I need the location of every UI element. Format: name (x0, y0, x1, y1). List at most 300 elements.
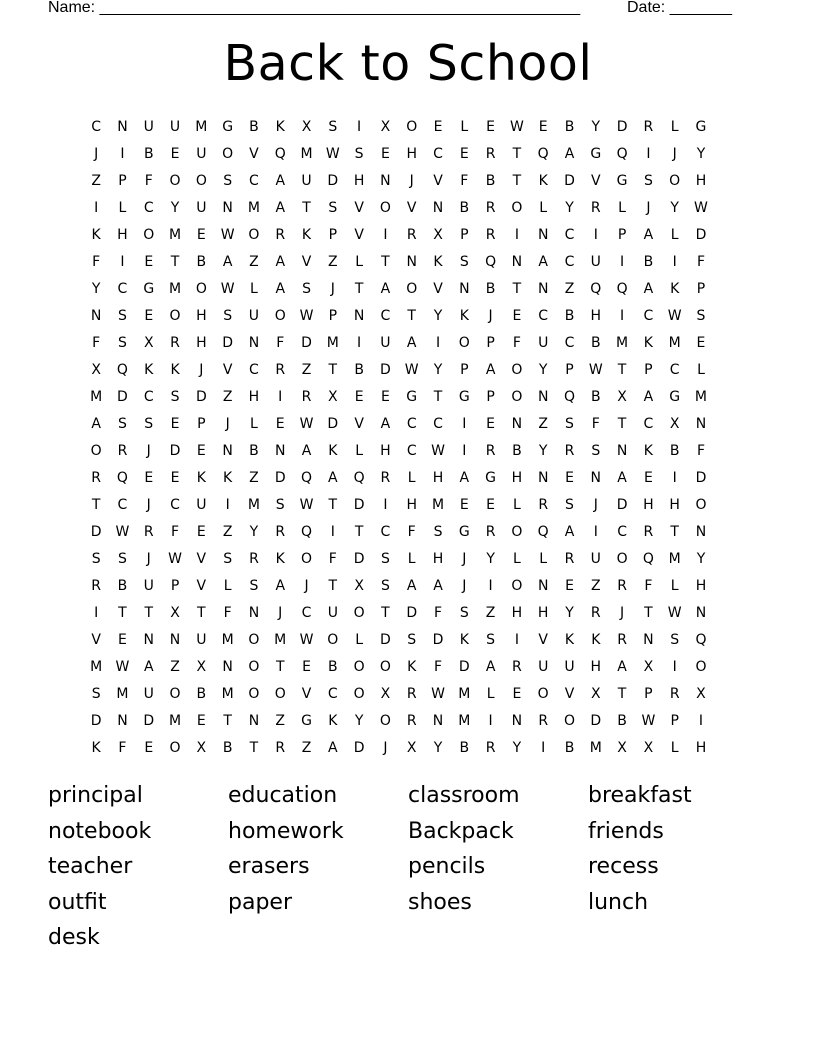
grid-cell: T (407, 308, 416, 324)
grid-cell: R (590, 200, 601, 216)
grid-cell: D (90, 524, 102, 540)
grid-cell: Q (485, 254, 497, 270)
grid-cell: Q (274, 146, 286, 162)
grid-cell: O (248, 686, 260, 702)
grid-cell: B (222, 740, 233, 756)
grid-cell: F (144, 173, 153, 189)
grid-cell: F (171, 524, 180, 540)
grid-cell: E (380, 389, 390, 405)
grid-cell: N (248, 335, 260, 351)
grid-cell: D (616, 119, 628, 135)
grid-cell: S (565, 497, 574, 513)
grid-row (83, 438, 740, 465)
grid-cell: I (435, 335, 441, 351)
grid-cell: R (512, 659, 522, 675)
grid-cell: Z (249, 254, 259, 270)
grid-cell: M (326, 335, 339, 351)
grid-cell: M (90, 389, 103, 405)
grid-cell: A (275, 578, 286, 594)
grid-cell: E (538, 119, 548, 135)
grid-cell: K (643, 443, 653, 459)
grid-cell: M (168, 281, 182, 297)
grid-cell: Y (170, 200, 180, 216)
grid-cell: R (406, 713, 417, 729)
grid-cell: S (223, 551, 233, 567)
grid-cell: E (118, 632, 127, 648)
grid-cell: V (301, 254, 312, 270)
grid-cell: M (668, 335, 681, 351)
grid-cell: N (695, 605, 707, 621)
grid-cell: S (380, 551, 390, 567)
grid-cell: Q (116, 362, 128, 378)
grid-cell: E (643, 470, 653, 486)
grid-cell: L (355, 254, 364, 270)
grid-cell: M (195, 119, 208, 135)
grid-cell: O (353, 686, 365, 702)
grid-cell: K (91, 740, 101, 756)
grid-cell: O (169, 173, 181, 189)
grid-cell: E (565, 578, 574, 594)
grid-row (83, 168, 740, 195)
grid-cell: D (143, 713, 155, 729)
grid-cell: D (353, 551, 365, 567)
grid-cell: L (618, 200, 626, 216)
word-list-item: erasers (228, 854, 310, 879)
grid-cell: L (539, 551, 548, 567)
grid-cell: I (462, 416, 467, 432)
grid-cell: M (221, 632, 234, 648)
grid-cell: Y (512, 740, 522, 756)
grid-cell: D (327, 173, 339, 189)
name-field: Name: ______________________________________________________ (48, 0, 581, 16)
grid-cell: S (565, 416, 574, 432)
grid-cell: L (250, 281, 258, 297)
grid-cell: B (485, 281, 496, 297)
grid-cell: E (170, 470, 180, 486)
grid-cell: N (511, 416, 523, 432)
grid-cell: E (486, 119, 496, 135)
grid-cell: O (511, 578, 523, 594)
grid-cell: O (563, 713, 575, 729)
grid-cell: K (144, 362, 154, 378)
grid-cell: E (696, 335, 706, 351)
grid-cell: D (695, 470, 707, 486)
grid-cell: C (564, 227, 575, 243)
grid-cell: U (538, 659, 549, 675)
grid-cell: W (431, 686, 445, 702)
grid-cell: T (354, 281, 364, 297)
grid-cell: P (460, 362, 469, 378)
grid-row (83, 411, 740, 438)
grid-cell: O (537, 686, 549, 702)
grid-cell: A (406, 578, 417, 594)
grid-cell: R (275, 524, 286, 540)
grid-cell: A (485, 659, 496, 675)
grid-cell: Z (170, 659, 180, 675)
grid-cell: W (115, 524, 130, 540)
grid-cell: A (275, 281, 286, 297)
grid-cell: E (512, 686, 522, 702)
grid-cell: D (590, 713, 602, 729)
grid-cell: H (432, 551, 444, 567)
grid-cell: S (275, 497, 285, 513)
grid-row (83, 573, 740, 600)
grid-cell: K (196, 470, 206, 486)
grid-cell: H (537, 605, 549, 621)
word-list-item: notebook (48, 818, 152, 844)
grid-cell: Y (433, 740, 443, 756)
grid-cell: I (646, 146, 651, 162)
grid-cell: T (275, 659, 285, 675)
grid-row (83, 276, 740, 303)
grid-cell: S (144, 416, 154, 432)
grid-cell: Y (354, 713, 364, 729)
grid-cell: B (617, 713, 627, 729)
grid-cell: N (222, 659, 233, 675)
grid-cell: O (695, 497, 707, 513)
grid-cell: N (222, 200, 233, 216)
grid-cell: D (380, 632, 391, 648)
grid-cell: N (459, 281, 470, 297)
grid-cell: M (274, 632, 287, 648)
grid-cell: D (695, 227, 707, 243)
grid-cell: Q (642, 551, 654, 567)
grid-cell: S (459, 605, 469, 621)
grid-cell: I (672, 470, 677, 486)
grid-cell: C (406, 443, 417, 459)
grid-cell: O (274, 308, 286, 324)
grid-cell: J (593, 497, 598, 513)
grid-cell: I (94, 200, 99, 216)
grid-cell: S (328, 200, 338, 216)
grid-cell: L (486, 686, 495, 702)
grid-cell: U (143, 578, 154, 594)
grid-cell: A (538, 254, 548, 270)
grid-cell: Y (565, 200, 574, 216)
grid-cell: O (669, 173, 681, 189)
grid-cell: T (302, 200, 311, 216)
grid-cell: T (670, 524, 679, 540)
grid-cell: I (120, 254, 125, 270)
grid-cell: X (196, 740, 207, 756)
grid-cell: Z (301, 362, 312, 378)
grid-cell: L (118, 200, 127, 216)
grid-cell: N (248, 605, 260, 621)
grid-cell: W (667, 308, 682, 324)
grid-cell: K (328, 713, 338, 729)
grid-cell: X (617, 740, 627, 756)
grid-cell: I (541, 740, 546, 756)
grid-cell: O (695, 659, 707, 675)
grid-cell: Q (537, 524, 549, 540)
grid-cell: A (643, 389, 654, 405)
grid-cell: L (223, 578, 232, 594)
grid-cell: K (301, 227, 312, 243)
grid-cell: C (249, 362, 259, 378)
grid-cell: X (328, 389, 338, 405)
grid-cell: J (620, 605, 625, 621)
grid-cell: A (617, 470, 627, 486)
grid-cell: N (380, 173, 391, 189)
grid-cell: V (91, 632, 101, 648)
grid-cell: P (486, 335, 495, 351)
grid-cell: C (643, 416, 654, 432)
grid-cell: N (511, 713, 523, 729)
grid-cell: D (353, 740, 365, 756)
grid-cell: R (669, 686, 680, 702)
grid-cell: J (462, 551, 467, 567)
grid-cell: Z (249, 470, 259, 486)
grid-cell: R (91, 470, 102, 486)
grid-cell: I (488, 578, 493, 594)
grid-cell: A (433, 578, 443, 594)
grid-cell: H (196, 335, 207, 351)
grid-cell: C (380, 524, 391, 540)
grid-cell: D (564, 173, 575, 189)
grid-cell: A (380, 416, 391, 432)
grid-cell: C (433, 146, 443, 162)
grid-cell: X (617, 389, 627, 405)
grid-cell: H (406, 497, 417, 513)
grid-cell: F (223, 605, 232, 621)
grid-cell: X (354, 578, 364, 594)
grid-row (83, 249, 740, 276)
grid-cell: T (223, 713, 232, 729)
grid-cell: S (302, 281, 311, 297)
grid-cell: T (644, 605, 653, 621)
grid-cell: M (694, 389, 708, 405)
grid-cell: C (433, 416, 443, 432)
grid-cell: C (617, 524, 627, 540)
word-list-item: teacher (48, 854, 133, 879)
grid-cell: O (222, 146, 234, 162)
grid-cell: H (695, 578, 707, 594)
grid-cell: F (118, 740, 127, 756)
grid-cell: Q (590, 281, 602, 297)
grid-cell: Y (538, 362, 548, 378)
grid-cell: O (616, 551, 628, 567)
grid-cell: W (431, 443, 445, 459)
grid-row (83, 195, 740, 222)
grid-row (83, 627, 740, 654)
grid-cell: R (143, 524, 154, 540)
grid-cell: P (486, 389, 495, 405)
grid-cell: W (667, 605, 682, 621)
grid-cell: W (299, 497, 314, 513)
grid-cell: J (462, 578, 467, 594)
grid-cell: L (355, 443, 364, 459)
grid-cell: N (248, 713, 260, 729)
grid-cell: L (407, 551, 416, 567)
grid-cell: T (381, 254, 390, 270)
grid-cell: Q (301, 524, 313, 540)
grid-cell: O (195, 281, 207, 297)
grid-cell: X (590, 686, 601, 702)
grid-cell: A (275, 200, 286, 216)
grid-cell: O (169, 308, 181, 324)
grid-cell: D (353, 497, 365, 513)
grid-cell: B (669, 443, 680, 459)
grid-cell: I (383, 227, 388, 243)
grid-cell: C (143, 200, 154, 216)
grid-cell: E (433, 119, 443, 135)
grid-cell: M (668, 551, 681, 567)
grid-cell: L (670, 119, 679, 135)
grid-cell: R (275, 362, 286, 378)
grid-cell: J (94, 146, 99, 162)
grid-cell: M (300, 146, 313, 162)
grid-cell: I (514, 227, 519, 243)
grid-cell: F (433, 659, 443, 675)
grid-cell: C (143, 389, 154, 405)
grid-cell: R (380, 470, 391, 486)
grid-cell: B (143, 146, 154, 162)
grid-cell: K (433, 254, 443, 270)
grid-row (83, 114, 740, 141)
grid-cell: B (328, 659, 338, 675)
word-list-item: shoes (408, 889, 472, 915)
grid-cell: G (222, 119, 234, 135)
grid-cell: B (590, 389, 601, 405)
grid-cell: K (170, 362, 180, 378)
grid-cell: O (458, 335, 470, 351)
grid-cell: A (301, 443, 312, 459)
grid-cell: L (512, 551, 521, 567)
grid-cell: V (354, 227, 364, 243)
grid-cell: P (644, 686, 653, 702)
grid-cell: O (169, 740, 181, 756)
grid-cell: G (406, 389, 418, 405)
grid-cell: P (696, 281, 706, 297)
letter-grid (83, 114, 740, 762)
grid-cell: E (275, 416, 285, 432)
grid-cell: D (90, 713, 102, 729)
grid-cell: Y (696, 146, 706, 162)
grid-cell: X (406, 740, 417, 756)
grid-cell: Y (249, 524, 259, 540)
grid-cell: H (590, 308, 602, 324)
grid-cell: K (275, 551, 285, 567)
grid-cell: S (249, 578, 259, 594)
grid-cell: T (512, 281, 522, 297)
grid-cell: V (196, 578, 207, 594)
grid-cell: P (644, 362, 653, 378)
grid-cell: Y (433, 362, 443, 378)
grid-cell: N (695, 524, 707, 540)
grid-cell: O (511, 200, 523, 216)
grid-cell: P (670, 713, 679, 729)
grid-cell: N (511, 254, 523, 270)
grid-cell: R (485, 146, 496, 162)
grid-cell: T (249, 740, 259, 756)
grid-cell: C (91, 119, 102, 135)
grid-cell: M (247, 497, 260, 513)
grid-cell: M (168, 713, 182, 729)
grid-cell: S (670, 632, 680, 648)
grid-cell: A (380, 281, 391, 297)
grid-cell: E (302, 659, 311, 675)
grid-cell: H (590, 659, 602, 675)
grid-cell: L (460, 119, 469, 135)
grid-cell: C (249, 173, 259, 189)
grid-cell: U (301, 173, 312, 189)
grid-row (83, 222, 740, 249)
grid-cell: W (299, 632, 314, 648)
word-list-item: principal (48, 783, 143, 808)
grid-cell: E (486, 497, 496, 513)
grid-cell: I (94, 605, 99, 621)
grid-cell: S (91, 686, 101, 702)
grid-cell: J (304, 578, 309, 594)
grid-cell: X (380, 119, 391, 135)
grid-cell: S (328, 119, 338, 135)
grid-cell: C (380, 308, 391, 324)
grid-cell: E (196, 443, 206, 459)
grid-cell: R (275, 740, 286, 756)
grid-cell: H (669, 497, 680, 513)
grid-cell: T (91, 497, 101, 513)
grid-cell: W (641, 713, 656, 729)
grid-cell: O (169, 686, 181, 702)
grid-cell: Y (486, 551, 495, 567)
grid-cell: I (698, 713, 704, 729)
grid-cell: O (301, 551, 313, 567)
grid-cell: J (146, 497, 151, 513)
word-list-item: pencils (408, 854, 486, 879)
grid-cell: E (196, 524, 206, 540)
grid-cell: A (617, 659, 627, 675)
grid-cell: K (564, 632, 575, 648)
grid-cell: N (537, 389, 549, 405)
grid-cell: S (118, 551, 127, 567)
grid-cell: N (222, 443, 233, 459)
grid-cell: A (485, 362, 496, 378)
grid-cell: N (616, 443, 628, 459)
grid-cell: N (537, 470, 549, 486)
grid-cell: D (458, 659, 470, 675)
grid-cell: O (90, 443, 102, 459)
grid-cell: O (511, 362, 523, 378)
grid-cell: I (620, 308, 625, 324)
grid-cell: O (406, 119, 418, 135)
word-list-item: friends (588, 818, 664, 844)
grid-cell: S (433, 524, 443, 540)
grid-cell: X (301, 119, 312, 135)
word-list-item: desk (48, 925, 100, 950)
word-list-item: education (228, 783, 338, 808)
grid-cell: W (325, 146, 340, 162)
grid-cell: H (695, 173, 707, 189)
grid-cell: R (538, 497, 549, 513)
grid-cell: Z (301, 740, 312, 756)
grid-cell: H (511, 605, 523, 621)
grid-cell: D (380, 362, 391, 378)
grid-cell: H (380, 443, 391, 459)
grid-cell: Q (616, 281, 628, 297)
word-list (48, 778, 768, 956)
grid-cell: U (327, 605, 338, 621)
grid-cell: B (564, 308, 575, 324)
grid-cell: U (143, 686, 154, 702)
grid-cell: G (616, 173, 628, 189)
grid-cell: P (197, 416, 206, 432)
grid-cell: C (327, 686, 338, 702)
grid-cell: E (144, 308, 154, 324)
grid-cell: G (669, 389, 681, 405)
grid-cell: T (617, 362, 627, 378)
grid-cell: Z (328, 254, 338, 270)
grid-cell: Z (564, 281, 575, 297)
